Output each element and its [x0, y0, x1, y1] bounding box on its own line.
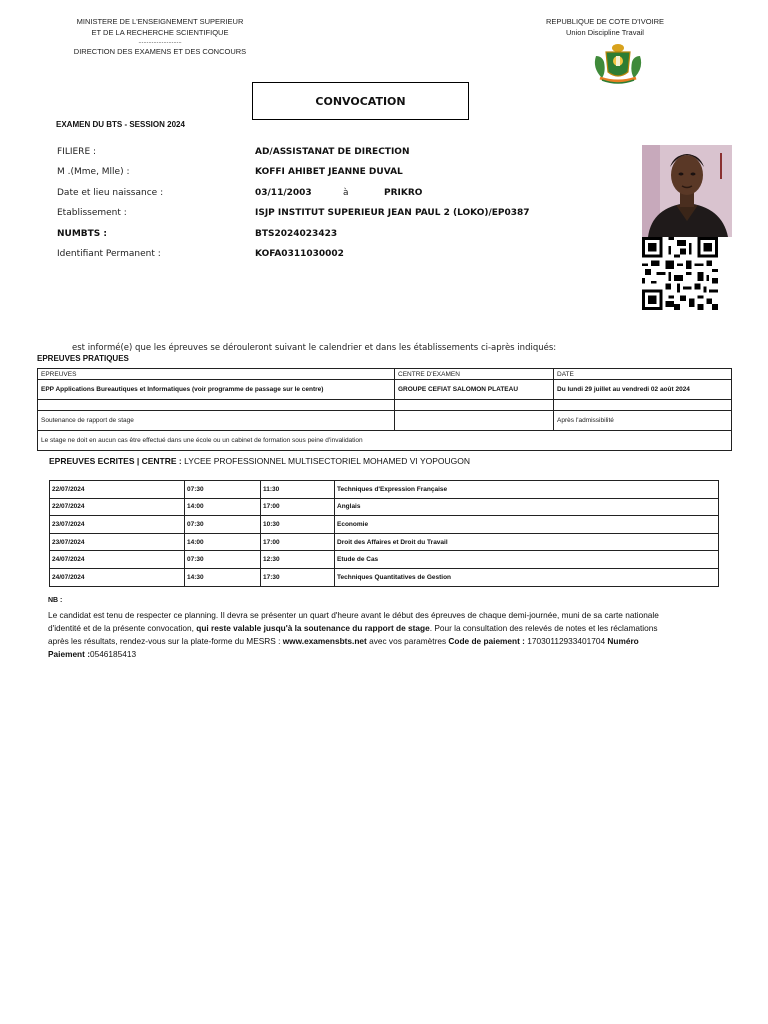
intro-text: est informé(e) que les épreuves se dérouleront suivant le calendrier et dans les établissements ci-après indiqués:	[72, 343, 557, 353]
birth-label: Date et lieu naissance :	[57, 188, 164, 198]
table-row	[38, 380, 732, 400]
nb-bold-validity: qui reste valable jusqu'à la soutenance du rapport de stage	[196, 623, 430, 633]
exam-session: EXAMEN DU BTS - SESSION 2024	[56, 120, 185, 129]
exam-start-time: 14:00	[185, 533, 261, 551]
name-value: KOFFI AHIBET JEANNE DUVAL	[255, 167, 403, 177]
exam-subject: Economie	[335, 516, 719, 534]
centre-label: CENTRE :	[141, 456, 182, 466]
table-row	[50, 481, 719, 499]
id-value: KOFA0311030002	[255, 249, 344, 259]
header-epreuves: EPREUVES	[38, 369, 395, 380]
header-date: DATE	[554, 369, 732, 380]
exam-subject: Etude de Cas	[335, 551, 719, 569]
table-row	[50, 516, 719, 534]
table-row	[50, 498, 719, 516]
defense-date: Après l'admissibilité	[554, 411, 732, 431]
table-row	[38, 411, 732, 431]
qr-code	[641, 237, 719, 310]
exam-end-time: 17:00	[261, 498, 335, 516]
ministry-separator: ..........................	[138, 39, 182, 45]
exam-date: 22/07/2024	[50, 481, 185, 499]
republic-header	[535, 16, 675, 38]
id-label: Identifiant Permanent :	[57, 249, 161, 259]
practical-exams-table	[37, 368, 732, 451]
exam-start-time: 07:30	[185, 551, 261, 569]
exam-end-time: 12:30	[261, 551, 335, 569]
document-title: CONVOCATION	[252, 82, 469, 120]
birth-date: 03/11/2003	[255, 188, 312, 198]
exam-date: 24/07/2024	[50, 551, 185, 569]
republic-motto: Union Discipline Travail	[566, 28, 644, 37]
practical-exam-date: Du lundi 29 juillet au vendredi 02 août 2024	[554, 380, 732, 400]
coat-of-arms-icon	[590, 42, 646, 84]
payment-code-value: 17030112933401704	[524, 636, 608, 646]
exam-date: 22/07/2024	[50, 498, 185, 516]
birth-place: PRIKRO	[384, 188, 423, 198]
etablissement-label: Etablissement :	[57, 208, 127, 218]
nb-part-2: . Pour la consultation des relevés de notes et les réclamations après les résultats, rendez-vous sur la plate-forme du MESRS :	[48, 623, 658, 646]
exam-start-time: 07:30	[185, 516, 261, 534]
exam-end-time: 17:30	[261, 568, 335, 586]
table-row	[50, 533, 719, 551]
ministry-line-1: MINISTERE DE L'ENSEIGNEMENT SUPERIEUR	[76, 17, 244, 26]
exam-end-time: 17:00	[261, 533, 335, 551]
payment-number-value: 0546185413	[89, 649, 137, 659]
table-row	[50, 551, 719, 569]
exam-start-time: 07:30	[185, 481, 261, 499]
exam-subject: Anglais	[335, 498, 719, 516]
exam-subject: Techniques Quantitatives de Gestion	[335, 568, 719, 586]
practical-exams-title: EPREUVES PRATIQUES	[37, 354, 129, 363]
name-label: M .(Mme, Mlle) :	[57, 167, 130, 177]
exam-start-time: 14:30	[185, 568, 261, 586]
written-exams-label: EPREUVES ECRITES |	[49, 456, 142, 466]
payment-number-label: Numéro Paiement :	[48, 636, 639, 659]
centre-value: LYCEE PROFESSIONNEL MULTISECTORIEL MOHAMED VI YOPOUGON	[181, 456, 471, 466]
website-link[interactable]: www.examensbts.net	[282, 636, 367, 646]
table-row	[50, 568, 719, 586]
defense-label: Soutenance de rapport de stage	[38, 411, 395, 431]
table-row	[38, 431, 732, 451]
exam-subject: Droit des Affaires et Droit du Travail	[335, 533, 719, 551]
birth-at: à	[343, 188, 349, 198]
written-exams-table	[49, 480, 719, 587]
defense-centre	[395, 411, 554, 431]
exam-date: 24/07/2024	[50, 568, 185, 586]
exam-start-time: 14:00	[185, 498, 261, 516]
table-header-row	[38, 369, 732, 380]
filiere-value: AD/ASSISTANAT DE DIRECTION	[255, 147, 410, 157]
nb-text	[48, 609, 668, 661]
header-centre: CENTRE D'EXAMEN	[395, 369, 554, 380]
nb-title: NB :	[48, 597, 63, 604]
practical-exam-centre: GROUPE CEFIAT SALOMON PLATEAU	[395, 380, 554, 400]
exam-subject: Techniques d'Expression Française	[335, 481, 719, 499]
payment-code-label: Code de paiement :	[448, 636, 525, 646]
nb-part-1: Le candidat est tenu de respecter ce planning. Il devra se présenter un quart d'heure avant le début des épreuves de chaque demi-journée, muni de sa carte nationale d'identité et de la présente convocation,	[48, 610, 659, 633]
numbts-value: BTS2024023423	[255, 229, 338, 239]
exam-end-time: 10:30	[261, 516, 335, 534]
practical-exam-name: EPP Applications Bureautiques et Informatiques (voir programme de passage sur le centre)	[38, 380, 395, 400]
exam-date: 23/07/2024	[50, 516, 185, 534]
etablissement-value: ISJP INSTITUT SUPERIEUR JEAN PAUL 2 (LOKO)/EP0387	[255, 208, 530, 218]
table-spacer-row	[38, 400, 732, 411]
ministry-line-2: ET DE LA RECHERCHE SCIENTIFIQUE	[91, 28, 229, 37]
internship-note: Le stage ne doit en aucun cas être effectué dans une école ou un cabinet de formation sous peine d'invalidation	[38, 431, 732, 451]
numbts-label: NUMBTS :	[57, 229, 108, 239]
candidate-photo	[642, 145, 732, 237]
ministry-line-3: DIRECTION DES EXAMENS ET DES CONCOURS	[73, 47, 247, 56]
filiere-label: FILIERE :	[57, 147, 97, 157]
exam-end-time: 11:30	[261, 481, 335, 499]
nb-part-3: avec vos paramètres	[366, 636, 449, 646]
exam-date: 23/07/2024	[50, 533, 185, 551]
written-exams-title	[49, 456, 470, 466]
ministry-header	[60, 16, 260, 57]
republic-name: REPUBLIQUE DE COTE D'IVOIRE	[545, 17, 665, 26]
